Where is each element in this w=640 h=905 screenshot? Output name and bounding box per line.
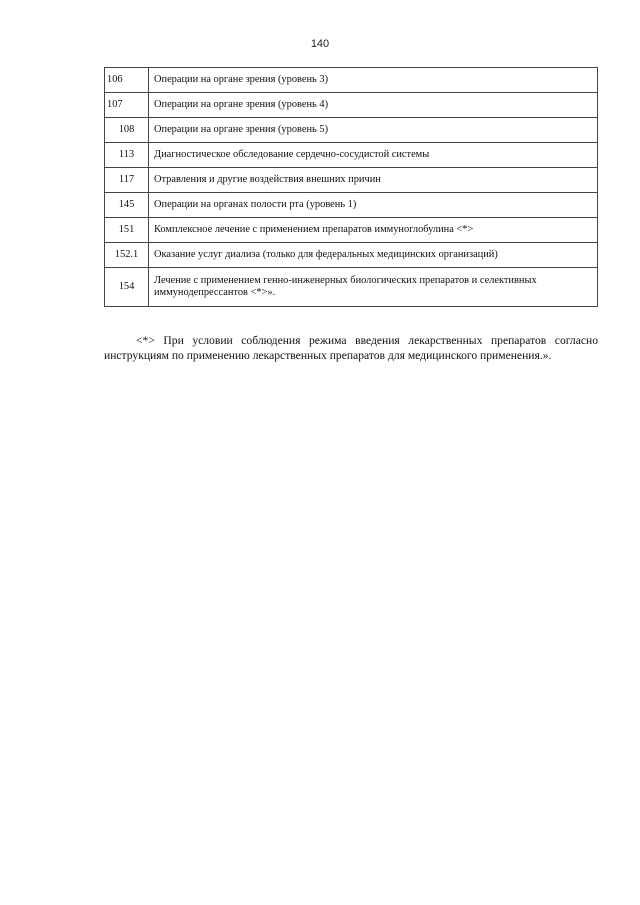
row-code: 152.1 [105,243,149,268]
csg-codes-table [104,67,598,307]
row-name: Комплексное лечение с применением препаратов иммуноглобулина <*> [149,218,598,243]
row-name: Операции на органах полости рта (уровень 1) [149,193,598,218]
table-row [105,218,598,243]
table-row [105,168,598,193]
row-name: Лечение с применением генно-инженерных биологических препаратов и селективных иммунодепрессантов <*>». [149,268,598,307]
table-row [105,193,598,218]
table-row [105,243,598,268]
table-row [105,143,598,168]
row-code: 145 [105,193,149,218]
row-name: Операции на органе зрения (уровень 5) [149,118,598,143]
table-row [105,68,598,93]
row-code: 113 [105,143,149,168]
row-name: Диагностическое обследование сердечно-сосудистой системы [149,143,598,168]
table-row [105,93,598,118]
table-row [105,268,598,307]
footnote-text: <*> При условии соблюдения режима введения лекарственных препаратов согласно инструкциям по применению лекарственных препаратов для медицинского применения.». [104,333,598,362]
row-code: 106 [105,68,149,93]
row-code: 117 [105,168,149,193]
row-name: Операции на органе зрения (уровень 3) [149,68,598,93]
table-row [105,118,598,143]
page-number: 140 [310,38,330,50]
row-name: Операции на органе зрения (уровень 4) [149,93,598,118]
row-name: Оказание услуг диализа (только для федеральных медицинских организаций) [149,243,598,268]
row-code: 107 [105,93,149,118]
row-name: Отравления и другие воздействия внешних причин [149,168,598,193]
row-code: 108 [105,118,149,143]
row-code: 154 [105,268,149,307]
row-code: 151 [105,218,149,243]
